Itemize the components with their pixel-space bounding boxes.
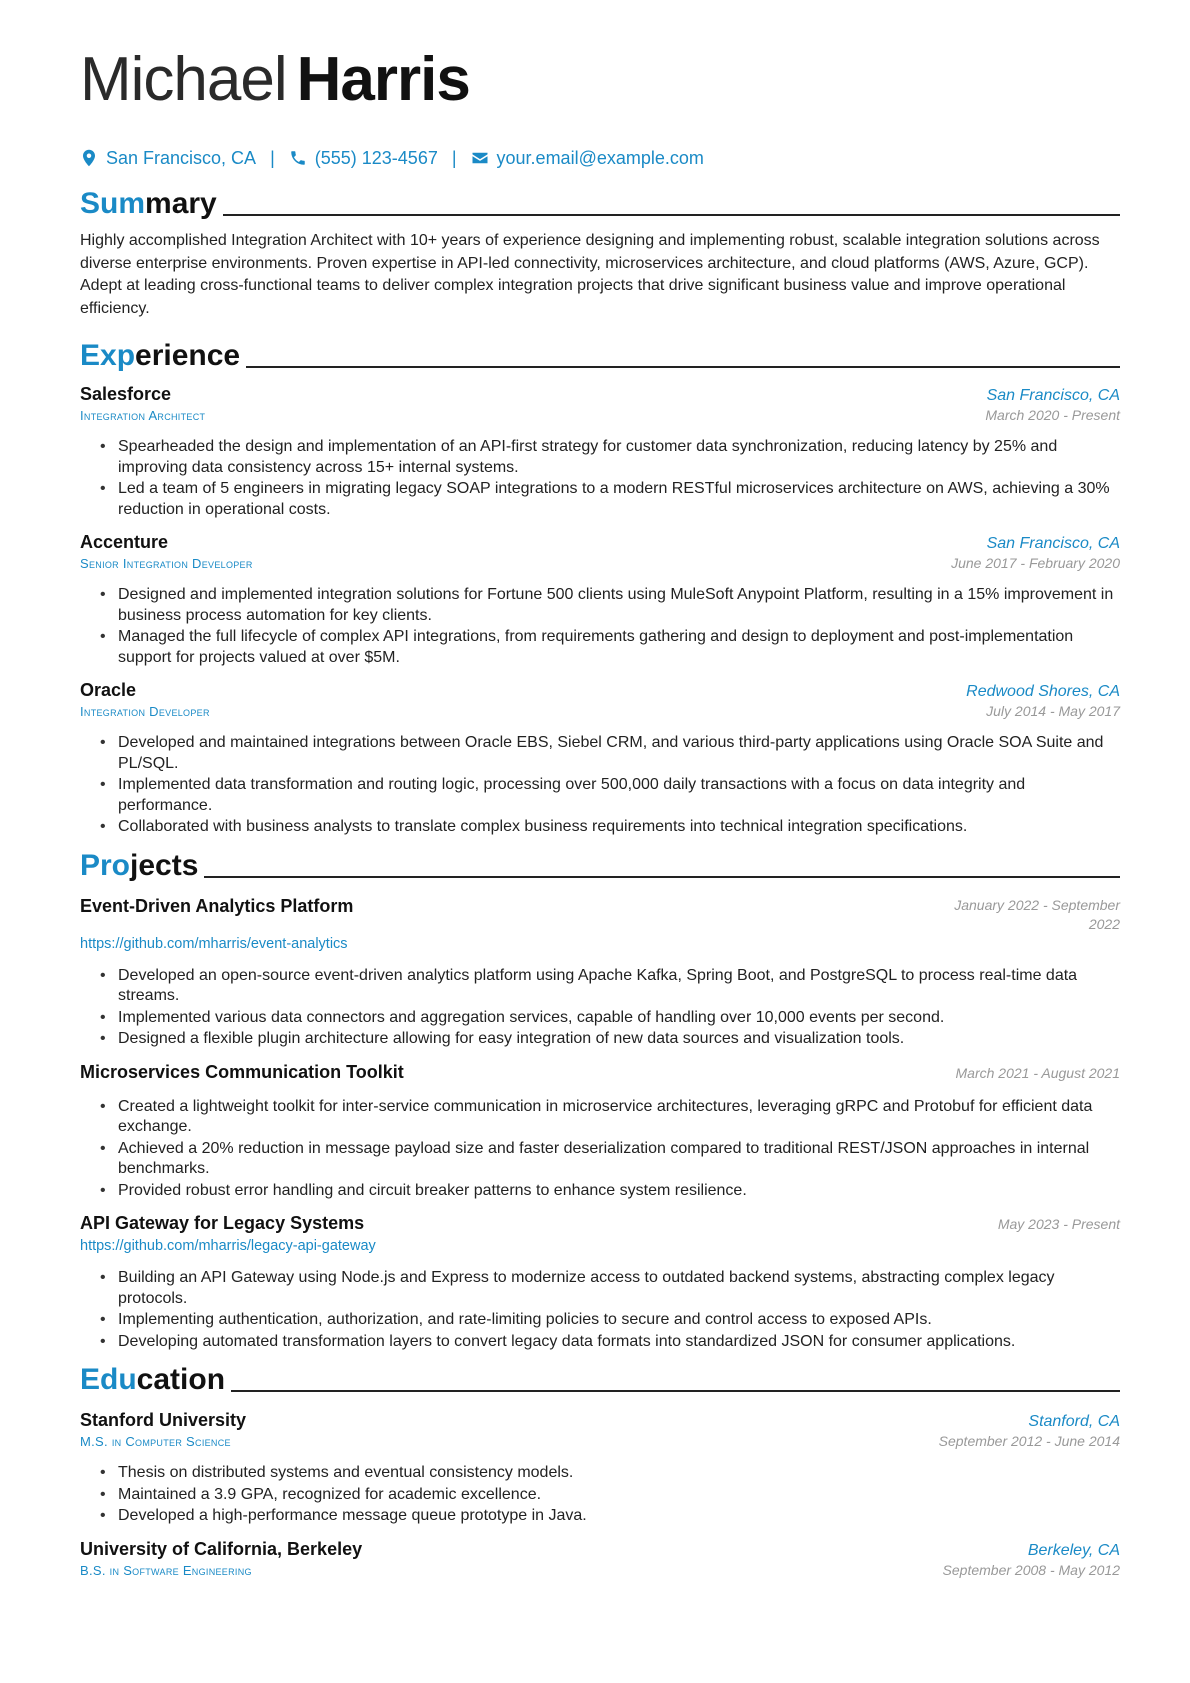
section-title: Experience bbox=[80, 339, 241, 372]
job-location: Redwood Shores, CA bbox=[966, 683, 1120, 700]
contact-location bbox=[80, 148, 256, 169]
first-name: Michael bbox=[80, 45, 287, 114]
project-dates: January 2022 - September 2022 bbox=[954, 896, 1120, 932]
list-item: • Implementing authentication, authorization, and rate-limiting policies to secure and control access to exposed APIs. bbox=[100, 1310, 1120, 1331]
resume-page bbox=[80, 40, 1120, 1578]
project-name: Microservices Communication Toolkit bbox=[80, 1061, 404, 1082]
project-entry bbox=[80, 896, 1120, 1050]
projects-section-header bbox=[80, 844, 1120, 884]
project-bullets bbox=[80, 1268, 1120, 1352]
section-divider bbox=[223, 214, 1120, 216]
contact-separator: | bbox=[270, 147, 275, 168]
contact-phone[interactable] bbox=[289, 148, 438, 169]
job-location: San Francisco, CA bbox=[986, 387, 1120, 404]
job-entry bbox=[80, 532, 1120, 668]
contact-separator: | bbox=[451, 147, 457, 168]
project-bullets bbox=[80, 1097, 1120, 1202]
list-item: • Provided robust error handling and circuit breaker patterns to enhance system resilience. bbox=[100, 1181, 1120, 1202]
phone-text: (555) 123-4567 bbox=[314, 147, 438, 168]
list-item: • Created a lightweight toolkit for inter-service communication in microservice architectures, leveraging gRPC and Protobuf for efficient data exchange. bbox=[100, 1097, 1120, 1138]
project-dates: March 2021 - August 2021 bbox=[955, 1064, 1120, 1081]
job-title: Integration Developer bbox=[80, 704, 210, 719]
project-name: Event-Driven Analytics Platform bbox=[80, 895, 354, 916]
section-divider bbox=[231, 1390, 1120, 1392]
job-dates: June 2017 - February 2020 bbox=[951, 555, 1120, 571]
list-item: • Spearheaded the design and implementation of an API-first strategy for customer data synchronization, reducing latency by 25% and improving data consistency across 15+ internal systems. bbox=[100, 437, 1120, 478]
job-bullets bbox=[80, 437, 1120, 520]
location-text: San Francisco, CA bbox=[106, 147, 257, 168]
school-dates: September 2008 - May 2012 bbox=[942, 1561, 1120, 1578]
company-name: Salesforce bbox=[80, 384, 172, 404]
school-name: Stanford University bbox=[80, 1410, 247, 1430]
education-entry bbox=[80, 1410, 1120, 1527]
contact-email[interactable] bbox=[471, 148, 704, 169]
last-name: Harris bbox=[296, 45, 470, 114]
section-title: Summary bbox=[80, 187, 217, 220]
list-item: • Developed and maintained integrations between Oracle EBS, Siebel CRM, and various third-party applications using Oracle SOA Suite and PL/SQL. bbox=[100, 733, 1120, 774]
school-dates: September 2012 - June 2014 bbox=[938, 1433, 1120, 1449]
company-name: Accenture bbox=[80, 532, 169, 552]
job-entry bbox=[80, 680, 1120, 838]
project-link[interactable]: https://github.com/mharris/legacy-api-gateway bbox=[80, 1238, 376, 1254]
list-item: • Developing automated transformation layers to convert legacy data formats into standardized JSON for consumer applications. bbox=[100, 1332, 1120, 1353]
email-text: your.email@example.com bbox=[496, 147, 704, 168]
section-divider bbox=[204, 876, 1120, 878]
list-item: • Building an API Gateway using Node.js and Express to modernize access to outdated backend systems, abstracting complex legacy protocols. bbox=[100, 1268, 1120, 1309]
list-item: • Maintained a 3.9 GPA, recognized for academic excellence. bbox=[100, 1485, 1120, 1506]
project-dates: May 2023 - Present bbox=[997, 1216, 1120, 1232]
degree: M.S. in Computer Science bbox=[80, 1434, 231, 1449]
school-name: University of California, Berkeley bbox=[80, 1538, 363, 1559]
list-item: • Collaborated with business analysts to translate complex business requirements into technical integration specifications. bbox=[100, 817, 1120, 838]
education-bullets bbox=[80, 1463, 1120, 1527]
job-dates: March 2020 - Present bbox=[985, 407, 1120, 423]
envelope-icon bbox=[471, 149, 489, 167]
section-title: Projects bbox=[80, 848, 199, 882]
education-entry bbox=[80, 1539, 1120, 1578]
project-entry bbox=[80, 1062, 1120, 1202]
list-item: • Designed and implemented integration solutions for Fortune 500 clients using MuleSoft Anypoint Platform, resulting in a 15% improvement in business process automation for key clients. bbox=[100, 585, 1120, 626]
job-entry bbox=[80, 384, 1120, 520]
section-title: Education bbox=[80, 1363, 226, 1396]
list-item: • Achieved a 20% reduction in message payload size and faster deserialization compared to traditional REST/JSON approaches in internal benchmarks. bbox=[100, 1139, 1120, 1180]
phone-icon bbox=[289, 149, 307, 167]
school-location: Berkeley, CA bbox=[1027, 1541, 1120, 1559]
degree: B.S. in Software Engineering bbox=[80, 1562, 252, 1578]
job-title: Senior Integration Developer bbox=[80, 556, 253, 571]
summary-text: Highly accomplished Integration Architect with 10+ years of experience designing and implementing robust, scalable integration solutions across diverse enterprise environments. Proven expertise in API-led connectivity, microservices architecture, and cloud platforms (AWS, Azure, GCP). Adept at leading cross-functional teams to deliver complex integration projects that drive significant business value and improve operational efficiency. bbox=[80, 232, 1100, 317]
project-entry bbox=[80, 1213, 1120, 1352]
candidate-name bbox=[80, 40, 1120, 120]
list-item: • Implemented data transformation and routing logic, processing over 500,000 daily transactions with a focus on data integrity and performance. bbox=[100, 775, 1120, 816]
project-name: API Gateway for Legacy Systems bbox=[80, 1213, 365, 1233]
list-item: • Developed an open-source event-driven analytics platform using Apache Kafka, Spring Boot, and PostgreSQL to process real-time data streams. bbox=[100, 966, 1120, 1007]
project-link[interactable]: https://github.com/mharris/event-analytics bbox=[80, 935, 348, 952]
summary-section-header bbox=[80, 182, 1120, 222]
job-dates: July 2014 - May 2017 bbox=[986, 703, 1120, 719]
company-name: Oracle bbox=[80, 680, 137, 700]
list-item: • Thesis on distributed systems and eventual consistency models. bbox=[100, 1463, 1120, 1484]
job-bullets bbox=[80, 585, 1120, 668]
section-divider bbox=[246, 366, 1120, 368]
list-item: • Developed a high-performance message queue prototype in Java. bbox=[100, 1506, 1120, 1527]
job-title: Integration Architect bbox=[80, 408, 206, 423]
job-location: San Francisco, CA bbox=[986, 535, 1120, 552]
project-bullets bbox=[80, 966, 1120, 1050]
list-item: • Designed a flexible plugin architecture allowing for easy integration of new data sources and visualization tools. bbox=[100, 1029, 1120, 1050]
job-bullets bbox=[80, 733, 1120, 838]
experience-section-header bbox=[80, 334, 1120, 374]
list-item: • Managed the full lifecycle of complex API integrations, from requirements gathering and design to deployment and post-implementation support for projects valued at over $5M. bbox=[100, 627, 1120, 668]
school-location: Stanford, CA bbox=[1028, 1413, 1120, 1430]
list-item: • Implemented various data connectors and aggregation services, capable of handling over 10,000 events per second. bbox=[100, 1008, 1120, 1029]
list-item: • Led a team of 5 engineers in migrating legacy SOAP integrations to a modern RESTful microservices architecture on AWS, achieving a 30% reduction in operational costs. bbox=[100, 479, 1120, 520]
map-pin-icon bbox=[80, 149, 98, 167]
contact-bar bbox=[80, 144, 1120, 172]
education-section-header bbox=[80, 1358, 1120, 1398]
